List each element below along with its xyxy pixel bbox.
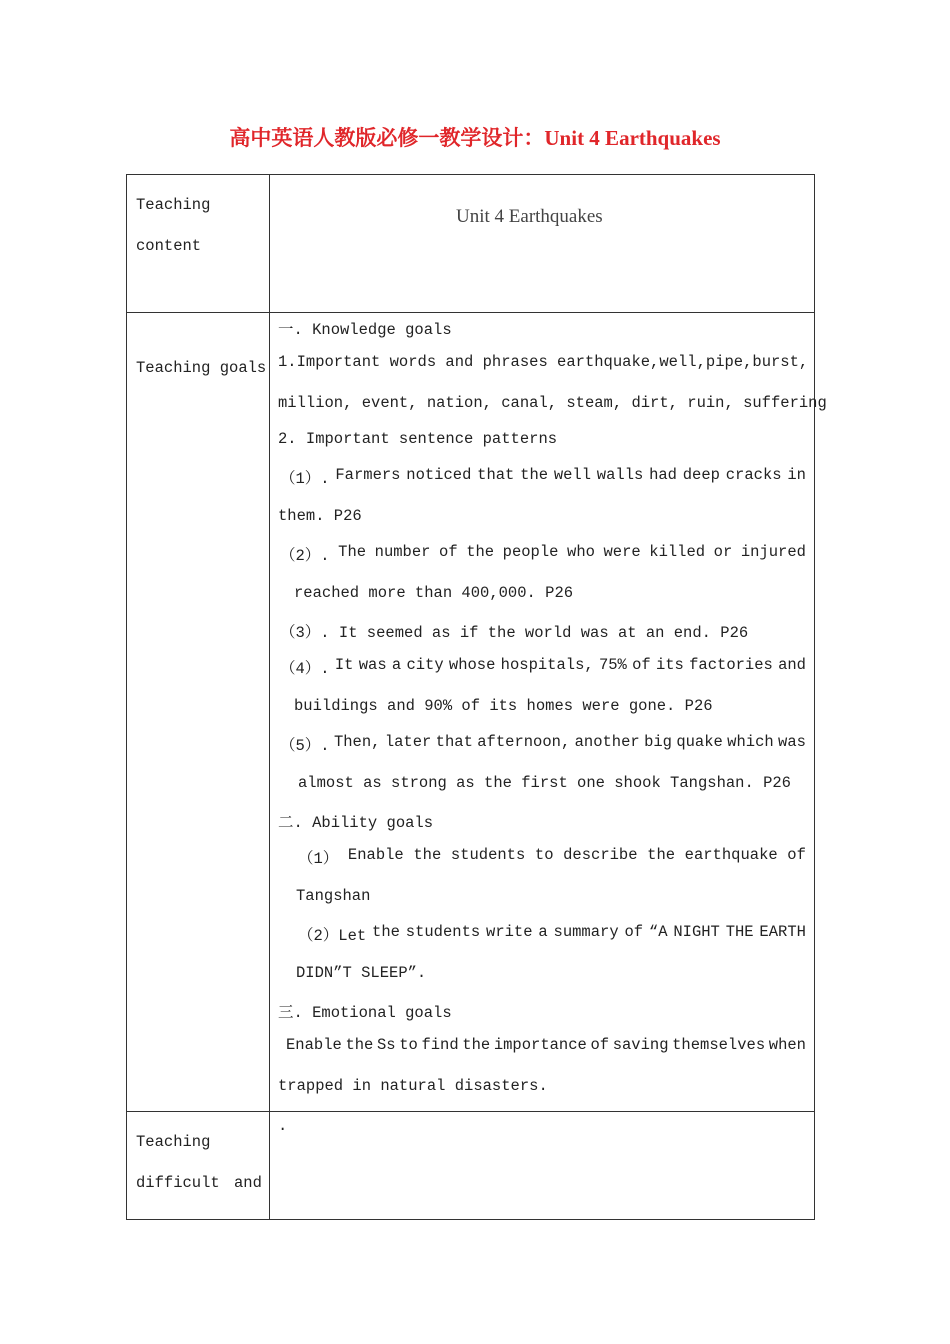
content-label-line2: content xyxy=(136,237,202,255)
word: importance xyxy=(493,1036,587,1054)
word: describe xyxy=(563,846,638,864)
word: EARTH xyxy=(759,923,806,941)
word: cracks xyxy=(725,466,782,484)
word: Farmers xyxy=(335,466,401,484)
difficult-label-line2-a: difficult xyxy=(136,1174,220,1192)
word: Then, xyxy=(333,733,381,751)
word: （4）. xyxy=(280,660,330,678)
emotional-1-line-2: trapped in natural disasters. xyxy=(278,1077,548,1095)
sentence-1-line-1 xyxy=(280,466,806,488)
word: the xyxy=(466,543,495,561)
word: It xyxy=(334,656,354,674)
word: the xyxy=(647,846,676,864)
word: noticed xyxy=(406,466,472,484)
words-line-1 xyxy=(278,353,809,371)
ability-2-line-2: DIDN”T SLEEP”. xyxy=(296,964,427,982)
word: later xyxy=(384,733,432,751)
content-label-line1: Teaching xyxy=(136,196,211,214)
word: factories xyxy=(689,656,773,674)
word: the xyxy=(413,846,442,864)
word: was xyxy=(358,656,387,674)
word: （2）. xyxy=(280,547,330,565)
word: Enable xyxy=(286,1036,342,1054)
ability-1-line-2: Tangshan xyxy=(296,887,371,905)
word: 1.Important words and phrases earthquake, xyxy=(278,353,660,371)
emotional-goals-heading: 三. Emotional goals xyxy=(278,1004,452,1022)
word: Enable xyxy=(347,846,404,864)
word: which xyxy=(727,733,774,751)
row-divider xyxy=(127,312,814,313)
word: a xyxy=(538,923,548,941)
word: of xyxy=(787,846,806,864)
word: that xyxy=(435,733,473,751)
word: students xyxy=(450,846,526,864)
word: who xyxy=(567,543,595,561)
word: in xyxy=(787,466,806,484)
word: to xyxy=(399,1036,418,1054)
word: NIGHT xyxy=(673,923,720,941)
unit-title: Unit 4 Earthquakes xyxy=(456,206,603,227)
ability-goals-heading: 二. Ability goals xyxy=(278,814,434,832)
word: the xyxy=(372,923,400,941)
emotional-1-line-1 xyxy=(286,1036,806,1054)
word: the xyxy=(462,1036,491,1054)
word: to xyxy=(534,846,554,864)
word: （1） xyxy=(298,850,339,868)
word: walls xyxy=(596,466,644,484)
difficult-label-line1: Teaching xyxy=(136,1133,211,1151)
word: or xyxy=(713,543,733,561)
word: Ss xyxy=(376,1036,396,1054)
sentence-5-line-2: almost as strong as the first one shook Tangshan. P26 xyxy=(298,774,791,792)
word: find xyxy=(421,1036,459,1054)
word: the xyxy=(345,1036,374,1054)
word: themselves xyxy=(672,1036,766,1054)
sentence-2-line-1 xyxy=(280,543,806,565)
sentence-1-line-2: them. P26 xyxy=(278,507,362,525)
word: （1）. xyxy=(280,470,330,488)
word: 75% xyxy=(598,656,627,674)
word: another xyxy=(574,733,640,751)
word: well xyxy=(553,466,592,484)
word: well, xyxy=(659,353,706,371)
word: The xyxy=(338,543,367,561)
goals-label: Teaching goals xyxy=(136,359,267,377)
word: （5）. xyxy=(280,737,330,755)
word: had xyxy=(649,466,677,484)
row-divider xyxy=(127,1111,814,1112)
word: killed xyxy=(649,543,706,561)
document-title: 高中英语人教版必修一教学设计：Unit 4 Earthquakes xyxy=(229,126,721,150)
word: pipe, xyxy=(705,353,753,371)
word: of xyxy=(624,923,644,941)
word: write xyxy=(486,923,533,941)
word: when xyxy=(768,1036,806,1054)
word: of xyxy=(439,543,458,561)
difficult-label-line2-b: and xyxy=(234,1174,262,1192)
word: that xyxy=(477,466,515,484)
ability-1-line-1 xyxy=(298,846,806,868)
word: students xyxy=(405,923,481,941)
word: burst, xyxy=(752,353,809,371)
word: were xyxy=(603,543,641,561)
word: its xyxy=(655,656,684,674)
word: THE xyxy=(725,923,754,941)
sentence-4-line-2: buildings and 90% of its homes were gone. P26 xyxy=(294,697,713,715)
word: number xyxy=(374,543,431,561)
sentence-4-line-1 xyxy=(280,656,806,678)
knowledge-goals-heading: 一. Knowledge goals xyxy=(278,321,452,339)
word: quake xyxy=(676,733,723,751)
word: whose xyxy=(448,656,496,674)
word: hospitals, xyxy=(500,656,594,674)
word: （2）Let xyxy=(298,927,367,945)
word: and xyxy=(778,656,806,674)
word: big xyxy=(644,733,672,751)
column-divider xyxy=(269,175,270,1219)
sentence-5-line-1 xyxy=(280,733,806,755)
word: earthquake xyxy=(684,846,778,864)
word: a xyxy=(391,656,402,674)
word: city xyxy=(406,656,444,674)
word: saving xyxy=(612,1036,669,1054)
sentence-3: （3）. It seemed as if the world was at an end. P26 xyxy=(280,624,749,642)
word: was xyxy=(778,733,806,751)
sentence-2-line-2: reached more than 400,000. P26 xyxy=(294,584,574,602)
word: afternoon, xyxy=(477,733,571,751)
word: people xyxy=(502,543,559,561)
word: summary xyxy=(553,923,619,941)
word: “A xyxy=(648,923,668,941)
word: of xyxy=(632,656,651,674)
word: deep xyxy=(682,466,720,484)
patterns-heading: 2. Important sentence patterns xyxy=(278,430,558,448)
difficult-value: . xyxy=(278,1117,288,1135)
word: injured xyxy=(740,543,806,561)
ability-2-line-1 xyxy=(298,923,806,945)
word: of xyxy=(590,1036,610,1054)
words-line-2: million, event, nation, canal, steam, dirt, ruin, suffering xyxy=(278,394,827,412)
word: the xyxy=(520,466,549,484)
